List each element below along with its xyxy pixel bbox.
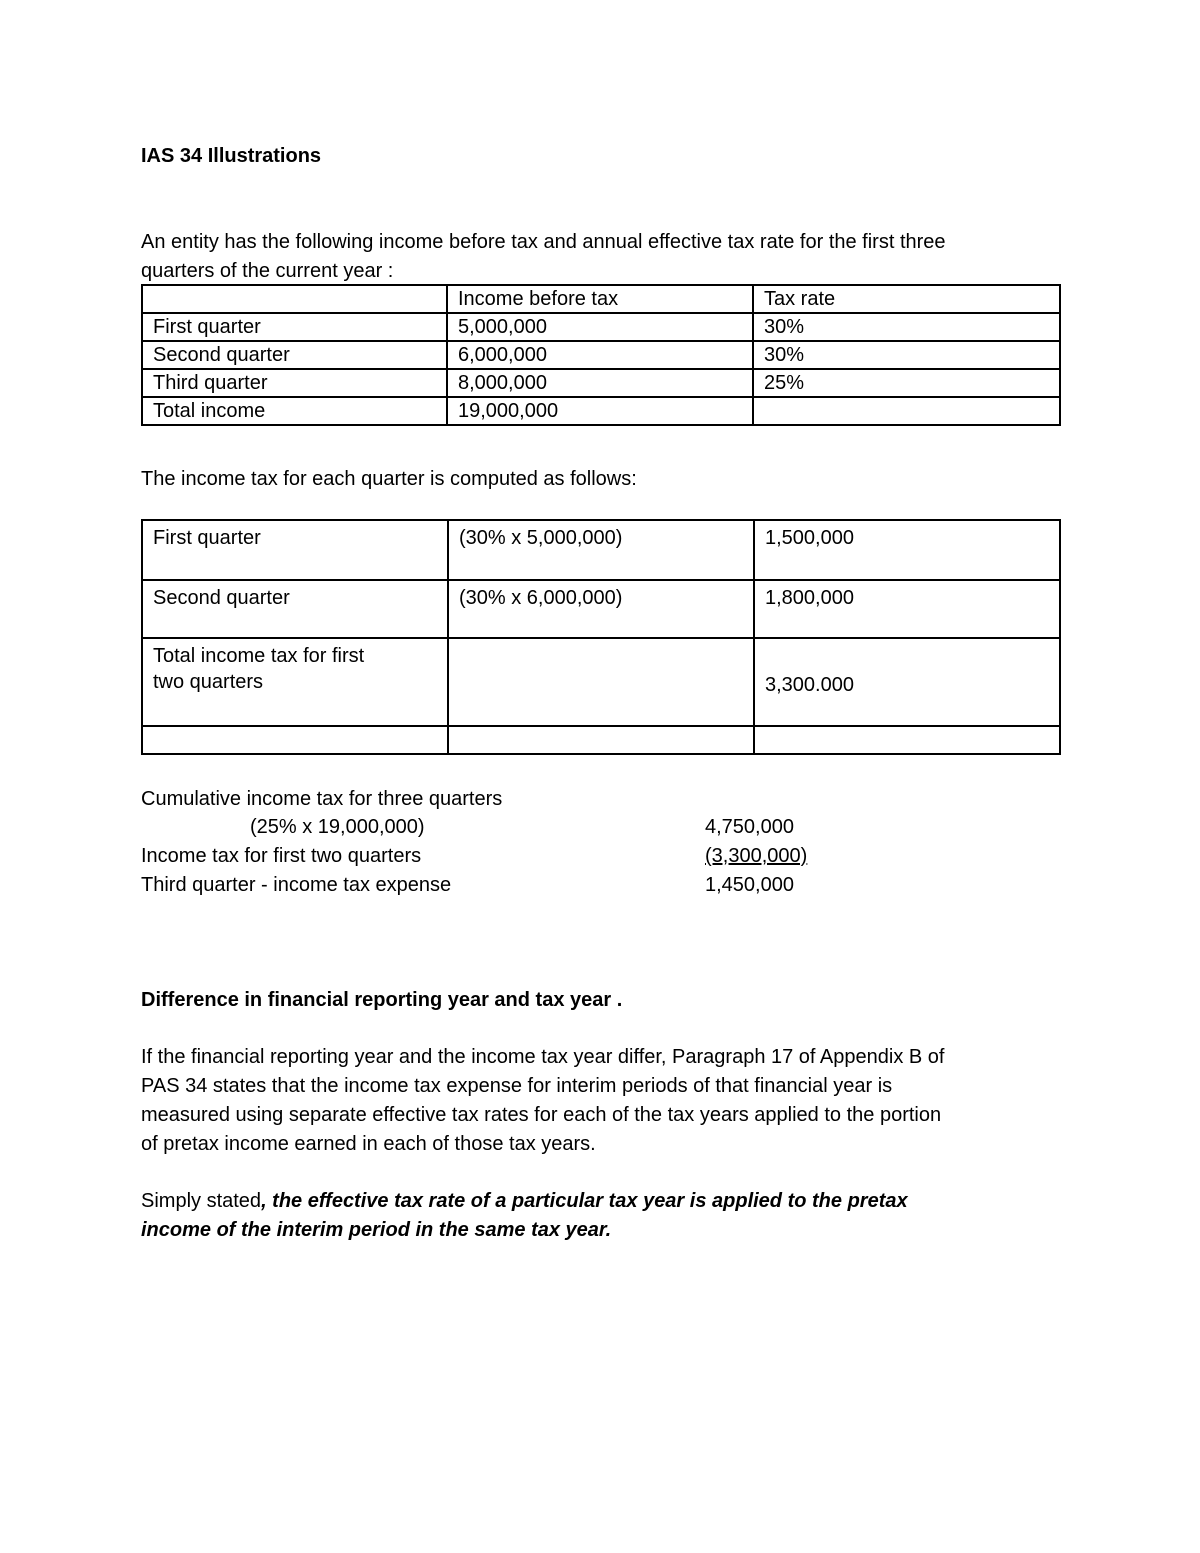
table-cell: Second quarter: [142, 580, 448, 638]
summary-statement-line-1: [141, 1187, 908, 1215]
table-cell: Third quarter: [142, 369, 447, 397]
summary-statement-line-2: income of the interim period in the same tax year.: [141, 1219, 612, 1241]
cumulative-formula: (25% x 19,000,000): [250, 816, 425, 838]
intro-text-line-2: quarters of the current year :: [141, 260, 394, 282]
table-header-cell: Income before tax: [447, 285, 753, 313]
table-row: [142, 341, 1060, 369]
first-two-label: Income tax for first two quarters: [141, 845, 422, 867]
table-cell: Total income: [142, 397, 447, 425]
table-cell: (30% x 5,000,000): [448, 520, 754, 580]
first-two-value: (3,300,000): [705, 845, 808, 867]
table-header-cell: [142, 285, 447, 313]
paragraph-line: measured using separate effective tax rates for each of the tax years applied to the portion: [141, 1104, 942, 1126]
table-cell-line: Total income tax for first: [153, 645, 365, 667]
table-header-row: [142, 285, 1060, 313]
table-cell: [448, 726, 754, 754]
income-table: [141, 284, 1061, 426]
table-cell-line: two quarters: [153, 671, 264, 693]
table-cell: 25%: [753, 369, 1060, 397]
table-cell: [142, 726, 448, 754]
table-cell: 1,500,000: [754, 520, 1060, 580]
intro-text-line-1: An entity has the following income before tax and annual effective tax rate for the first three: [141, 231, 946, 253]
table-row: [142, 638, 1060, 726]
quarterly-tax-table: [141, 519, 1061, 755]
cumulative-value: 4,750,000: [705, 816, 794, 838]
table-cell: (30% x 6,000,000): [448, 580, 754, 638]
table-cell: [753, 397, 1060, 425]
table-row: [142, 520, 1060, 580]
section-heading: Difference in financial reporting year and tax year .: [141, 989, 623, 1011]
table-cell: 30%: [753, 313, 1060, 341]
table-cell: [142, 638, 448, 726]
third-quarter-value: 1,450,000: [705, 874, 794, 896]
page-title: IAS 34 Illustrations: [141, 145, 322, 167]
paragraph-line: PAS 34 states that the income tax expense for interim periods of that financial year is: [141, 1075, 893, 1097]
paragraph-line: of pretax income earned in each of those tax years.: [141, 1133, 596, 1155]
table-cell: Second quarter: [142, 341, 447, 369]
table-cell-line: 3,300.000: [765, 674, 854, 696]
table-cell: 6,000,000: [447, 341, 753, 369]
table-cell: 8,000,000: [447, 369, 753, 397]
paragraph-line: If the financial reporting year and the income tax year differ, Paragraph 17 of Appendix B of: [141, 1046, 945, 1068]
table-row: [142, 580, 1060, 638]
table-cell: [754, 638, 1060, 726]
table-row: [142, 369, 1060, 397]
table-cell: First quarter: [142, 520, 448, 580]
table-row: [142, 726, 1060, 754]
table-cell: [754, 726, 1060, 754]
table-cell: 5,000,000: [447, 313, 753, 341]
summary-emphasis: , the effective tax rate of a particular tax year is applied to the pretax: [261, 1190, 908, 1212]
table-cell: [448, 638, 754, 726]
computed-text: The income tax for each quarter is computed as follows:: [141, 468, 637, 490]
cumulative-label: Cumulative income tax for three quarters: [141, 788, 503, 810]
table-cell: 1,800,000: [754, 580, 1060, 638]
table-header-cell: Tax rate: [753, 285, 1060, 313]
table-cell: 30%: [753, 341, 1060, 369]
table-cell: 19,000,000: [447, 397, 753, 425]
third-quarter-label: Third quarter - income tax expense: [141, 874, 452, 896]
table-row: [142, 397, 1060, 425]
summary-prefix: Simply stated: [141, 1190, 262, 1212]
table-row: [142, 313, 1060, 341]
table-cell: First quarter: [142, 313, 447, 341]
